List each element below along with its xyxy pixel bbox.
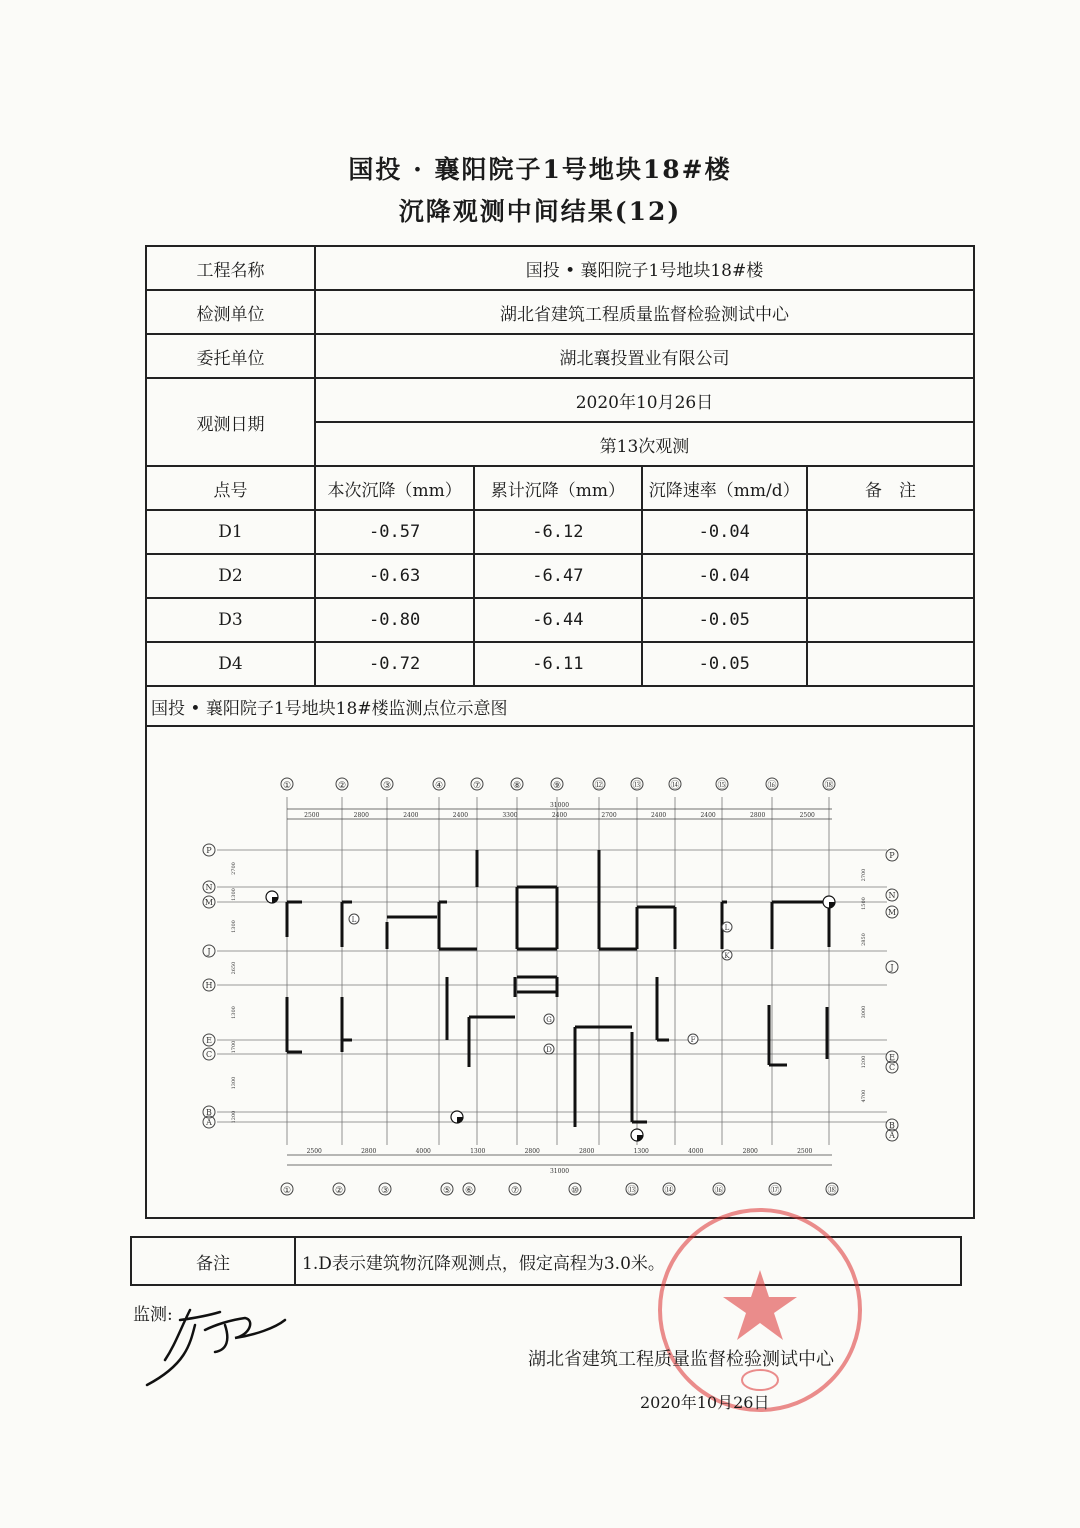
axis-label: J xyxy=(207,947,211,956)
axis-label: ⑮ xyxy=(717,781,727,791)
plan-title-row xyxy=(146,686,974,726)
settlement-marker-fill xyxy=(637,1135,643,1141)
axis-label: ⑭ xyxy=(670,781,680,791)
col-header-remark: 备 注 xyxy=(807,466,974,510)
point-cell: D3 xyxy=(146,598,315,642)
dimension-label: 4000 xyxy=(415,1148,431,1155)
axis-label: M xyxy=(887,908,897,917)
client-row xyxy=(146,334,974,378)
axis-label: ⑥ xyxy=(464,1186,474,1196)
axis-label: B xyxy=(889,1121,895,1130)
axis-label: ⑭ xyxy=(664,1186,674,1196)
table-row xyxy=(146,598,974,642)
dimension-label: 2500 xyxy=(799,812,815,819)
axis-label: ⑯ xyxy=(714,1186,724,1196)
table-row xyxy=(146,510,974,554)
axis-label: B xyxy=(206,1108,212,1117)
axis-label: P xyxy=(206,846,212,855)
dimension-total: 31000 xyxy=(549,1168,570,1175)
axis-label: ② xyxy=(334,1186,344,1196)
axis-label: ② xyxy=(337,781,347,791)
observation-point-label: G xyxy=(546,1016,552,1024)
dimension-label: 1300 xyxy=(231,920,237,933)
observation-point-label: L xyxy=(724,924,730,932)
rate-cell: -0.05 xyxy=(642,642,807,686)
axis-label: N xyxy=(205,883,213,892)
tester-row xyxy=(146,290,974,334)
axis-label: ③ xyxy=(382,781,392,791)
observation-point-label: D xyxy=(546,1046,552,1054)
date-label: 观测日期 xyxy=(146,378,315,466)
project-label: 工程名称 xyxy=(146,246,315,290)
table-header-row xyxy=(146,466,974,510)
table-row xyxy=(146,642,974,686)
current-cell: -0.57 xyxy=(315,510,474,554)
axis-label: ⑱ xyxy=(827,1186,837,1196)
dimension-label: 1200 xyxy=(231,1110,237,1124)
dimension-label: 2800 xyxy=(524,1148,540,1155)
settlement-marker-fill xyxy=(829,902,835,908)
current-cell: -0.63 xyxy=(315,554,474,598)
axis-label: ⑦ xyxy=(472,781,482,791)
axis-label: ③ xyxy=(380,1186,390,1196)
dimension-label: 3300 xyxy=(502,812,518,819)
axis-label: E xyxy=(889,1053,895,1062)
plan-title: 国投 • 襄阳院子1号地块18#楼监测点位示意图 xyxy=(146,686,974,726)
cumulative-cell: -6.11 xyxy=(474,642,641,686)
dimension-label: 2650 xyxy=(231,961,237,975)
axis-label: ① xyxy=(282,781,292,791)
report-table xyxy=(145,245,975,1219)
project-value: 国投 • 襄阳院子1号地块18#楼 xyxy=(315,246,974,290)
footer-date: 2020年10月26日 xyxy=(640,1393,770,1412)
axis-label: M xyxy=(204,898,214,907)
axis-label: ⑬ xyxy=(627,1186,637,1196)
dimension-label: 2850 xyxy=(861,933,867,946)
observation-point-label: F xyxy=(690,1036,696,1044)
dimension-label: 2500 xyxy=(304,812,320,819)
date-value: 2020年10月26日 xyxy=(315,378,974,422)
floor-plan-drawing xyxy=(147,727,973,1217)
current-cell: -0.80 xyxy=(315,598,474,642)
signature xyxy=(135,1290,305,1390)
dimension-label: 1700 xyxy=(231,1040,237,1054)
axis-label: ⑦ xyxy=(510,1186,520,1196)
cumulative-cell: -6.47 xyxy=(474,554,641,598)
cumulative-cell: -6.12 xyxy=(474,510,641,554)
dimension-label: 2800 xyxy=(353,812,369,819)
col-header-point: 点号 xyxy=(146,466,315,510)
axis-label: A xyxy=(206,1118,212,1127)
remark-cell xyxy=(807,510,974,554)
rate-cell: -0.04 xyxy=(642,554,807,598)
dimension-label: 2700 xyxy=(231,862,237,875)
dimension-total: 31000 xyxy=(549,802,570,809)
dimension-label: 1200 xyxy=(861,1055,867,1069)
axis-label: C xyxy=(888,1063,896,1072)
report-subtitle: 沉降观测中间结果(12) xyxy=(398,197,682,226)
dimension-label: 2800 xyxy=(750,812,766,819)
dimension-label: 2400 xyxy=(403,812,419,819)
col-header-cumulative: 累计沉降（mm） xyxy=(474,466,641,510)
axis-label: H xyxy=(205,981,213,990)
dimension-label: 2700 xyxy=(601,812,617,819)
axis-label: ⑯ xyxy=(767,781,777,791)
dimension-label: 2400 xyxy=(650,812,667,819)
axis-label: J xyxy=(890,963,894,972)
remark-cell xyxy=(807,554,974,598)
dimension-label: 2800 xyxy=(361,1148,377,1155)
report-title: 国投 · 襄阳院子1号地块18#楼 xyxy=(348,155,732,184)
dimension-label: 4700 xyxy=(861,1089,867,1103)
col-header-current: 本次沉降（mm） xyxy=(315,466,474,510)
point-cell: D2 xyxy=(146,554,315,598)
observation-point-label: L xyxy=(351,916,357,924)
note-label: 备注 xyxy=(131,1237,295,1285)
tester-label: 检测单位 xyxy=(146,290,315,334)
rate-cell: -0.04 xyxy=(642,510,807,554)
client-value: 湖北襄投置业有限公司 xyxy=(315,334,974,378)
plan-drawing-cell xyxy=(146,726,974,1218)
note-text: 1.D表示建筑物沉降观测点，假定高程为3.0米。 xyxy=(295,1237,961,1285)
axis-label: ⑧ xyxy=(512,781,522,791)
axis-label: ⑨ xyxy=(552,781,562,791)
client-label: 委托单位 xyxy=(146,334,315,378)
axis-label: ⑩ xyxy=(570,1186,580,1196)
col-header-rate: 沉降速率（mm/d） xyxy=(642,466,807,510)
axis-label: P xyxy=(889,851,895,860)
date-row xyxy=(146,378,974,422)
footer-org: 湖北省建筑工程质量监督检验测试中心 xyxy=(528,1349,834,1370)
rate-cell: -0.05 xyxy=(642,598,807,642)
dimension-label: 3000 xyxy=(861,1005,867,1019)
dimension-label: 2800 xyxy=(742,1148,758,1155)
axis-label: ④ xyxy=(434,781,444,791)
official-seal xyxy=(650,1200,870,1420)
axis-label: N xyxy=(888,891,896,900)
axis-label: ⑰ xyxy=(770,1186,780,1196)
dimension-label: 1300 xyxy=(231,1006,237,1019)
dimension-label: 1300 xyxy=(470,1148,486,1155)
axis-label: ⑤ xyxy=(442,1186,452,1196)
observation-point-label: K xyxy=(724,952,730,960)
axis-label: ⑱ xyxy=(824,781,834,791)
current-cell: -0.72 xyxy=(315,642,474,686)
point-cell: D1 xyxy=(146,510,315,554)
cumulative-cell: -6.44 xyxy=(474,598,641,642)
dimension-label: 4000 xyxy=(688,1148,704,1155)
dimension-label: 1500 xyxy=(861,897,867,910)
dimension-label: 2800 xyxy=(579,1148,595,1155)
axis-label: E xyxy=(206,1036,212,1045)
axis-label: ⑫ xyxy=(594,781,604,791)
dimension-label: 2400 xyxy=(700,812,716,819)
point-cell: D4 xyxy=(146,642,315,686)
dimension-label: 1300 xyxy=(231,888,237,901)
table-row xyxy=(146,554,974,598)
axis-label: ① xyxy=(282,1186,292,1196)
axis-label: C xyxy=(205,1050,213,1059)
dimension-label: 1300 xyxy=(633,1148,649,1155)
dimension-label: 2400 xyxy=(452,812,469,819)
dimension-label: 2500 xyxy=(306,1148,322,1155)
tester-value: 湖北省建筑工程质量监督检验测试中心 xyxy=(315,290,974,334)
dimension-label: 2400 xyxy=(551,812,568,819)
round-value: 第13次观测 xyxy=(315,422,974,466)
project-row xyxy=(146,246,974,290)
axis-label: A xyxy=(889,1131,895,1140)
monitor-label: 监测: xyxy=(133,1305,173,1325)
dimension-label: 2700 xyxy=(861,868,867,882)
remark-cell xyxy=(807,642,974,686)
axis-label: ⑬ xyxy=(632,781,642,791)
dimension-label: 2500 xyxy=(797,1148,813,1155)
remark-cell xyxy=(807,598,974,642)
plan-row xyxy=(146,726,974,1218)
dimension-label: 1300 xyxy=(231,1076,237,1090)
